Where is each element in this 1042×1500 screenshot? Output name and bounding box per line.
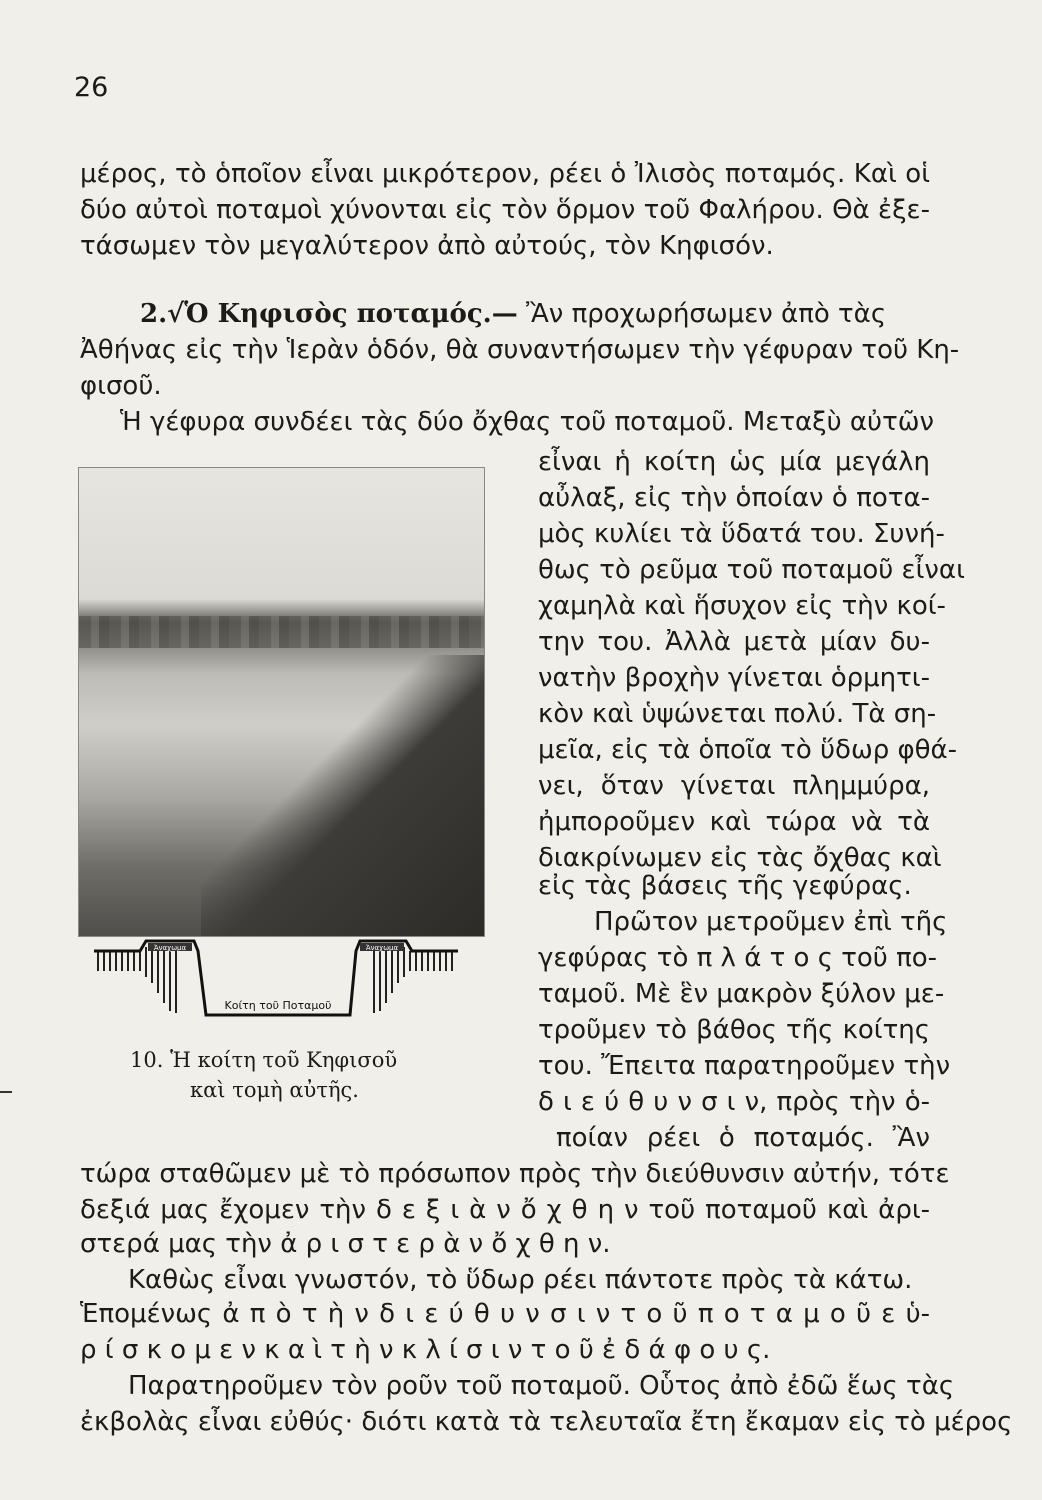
- text-line: αὖλαξ, εἰς τὴν ὁποίαν ὁ ποτα-: [538, 483, 930, 513]
- section-heading: 2.√Ὁ Κηφισὸς ποταμός.—: [140, 299, 518, 329]
- text-line: ἐκβολὰς εἶναι εὐθύς· διότι κατὰ τὰ τελευταῖα ἔτη ἔκαμαν εἰς τὸ μέρος: [80, 1407, 1013, 1437]
- figure-caption-line2: καὶ τομὴ αὐτῆς.: [190, 1078, 359, 1102]
- text-line: στερά μας τὴν ἀ ρ ι σ τ ε ρ ὰ ν ὄ χ θ η ν.: [80, 1229, 611, 1259]
- left-bank-label: Ἀναχωμα: [153, 944, 187, 952]
- text-line: κὸν καὶ ὑψώνεται πολύ. Τὰ ση-: [538, 699, 937, 729]
- text-line: εἰς τὰς βάσεις τῆς γεφύρας.: [538, 871, 912, 901]
- text-line: νει, ὅταν γίνεται πλημμύρα,: [538, 771, 930, 801]
- text-line: ἠμποροῦμεν καὶ τώρα νὰ τὰ: [538, 807, 930, 837]
- text-line: Ἑπομένως ἀ π ὸ τ ὴ ν δ ι ε ύ θ υ ν σ ι ν τ ο ῦ π ο τ α μ ο ῦ ε ὑ-: [80, 1299, 930, 1329]
- text-line: δεξιά μας ἔχομεν τὴν δ ε ξ ι ὰ ν ὄ χ θ η ν τοῦ ποταμοῦ καὶ ἀρι-: [80, 1195, 930, 1225]
- riverbed-label: Κοίτη τοῦ Ποταμοῦ: [224, 999, 332, 1012]
- text-line: ταμοῦ. Μὲ ἓν μακρὸν ξύλον με-: [538, 979, 945, 1009]
- text-line: χαμηλὰ καὶ ἥσυχον εἰς τὴν κοί-: [538, 591, 946, 621]
- text-line: ρ ί σ κ ο μ ε ν κ α ὶ τ ὴ ν κ λ ί σ ι ν τ ο ῦ ἐ δ ά φ ο υ ς.: [80, 1335, 771, 1365]
- riverbed-cross-section-diagram: [94, 937, 474, 1019]
- text-line: Ἀθήνας εἰς τὴν Ἱερὰν ὁδόν, θὰ συναντήσωμεν τὴν γέφυραν τοῦ Κη-: [80, 335, 960, 365]
- photo-trees: [79, 616, 484, 648]
- text-line: μὸς κυλίει τὰ ὕδατά του. Συνή-: [538, 519, 945, 549]
- text-line: τροῦμεν τὸ βάθος τῆς κοίτης: [538, 1015, 930, 1045]
- text-line: θως τὸ ρεῦμα τοῦ ποταμοῦ εἶναι: [538, 555, 965, 585]
- text-line: γεφύρας τὸ π λ ά τ ο ς τοῦ πο-: [538, 943, 938, 973]
- right-bank-label: Ἀναχωμα: [365, 944, 399, 952]
- text-line: τώρα σταθῶμεν μὲ τὸ πρόσωπον πρὸς τὴν διεύθυνσιν αὐτήν, τότε: [80, 1159, 950, 1189]
- text-line: νατὴν βροχὴν γίνεται ὁρμητι-: [538, 663, 930, 693]
- margin-mark: [0, 1091, 12, 1093]
- section-heading-rest: Ἂν προχωρήσωμεν ἀπὸ τὰς: [517, 299, 887, 329]
- river-photo: [78, 467, 485, 937]
- left-ground-hatch: [98, 947, 176, 1013]
- text-line: τάσωμεν τὸν μεγαλύτερον ἀπὸ αὐτούς, τὸν Κηφισόν.: [80, 231, 774, 261]
- figure: [78, 467, 483, 1035]
- right-ground-hatch: [374, 947, 452, 1013]
- text-line: Πρῶτον μετροῦμεν ἐπὶ τῆς: [594, 907, 948, 937]
- text-line: Παρατηροῦμεν τὸν ροῦν τοῦ ποταμοῦ. Οὗτος ἀπὸ ἐδῶ ἕως τὰς: [128, 1371, 955, 1401]
- text-line: διακρίνωμεν εἰς τὰς ὄχθας καὶ: [538, 843, 942, 873]
- text-line: του. Ἔπειτα παρατηροῦμεν τὴν: [538, 1051, 951, 1081]
- text-line: δ ι ε ύ θ υ ν σ ι ν, πρὸς τὴν ὁ-: [538, 1087, 930, 1117]
- text-line: Καθὼς εἶναι γνωστόν, τὸ ὕδωρ ρέει πάντοτε πρὸς τὰ κάτω.: [128, 1265, 913, 1295]
- section-heading-line: [140, 298, 930, 330]
- photo-riverbank: [201, 655, 485, 936]
- text-line: εἶναι ἡ κοίτη ὡς μία μεγάλη: [538, 447, 930, 477]
- page-number: 26: [74, 72, 109, 103]
- text-line: ποίαν ρέει ὁ ποταμός. Ἂν: [556, 1123, 930, 1153]
- text-line: μέρος, τὸ ὁποῖον εἶναι μικρότερον, ρέει ὁ Ἰλισὸς ποταμός. Καὶ οἱ: [80, 159, 930, 189]
- text-line: δύο αὐτοὶ ποταμοὶ χύνονται εἰς τὸν ὅρμον τοῦ Φαλήρου. Θὰ ἐξε-: [80, 195, 930, 225]
- text-line: την του. Ἀλλὰ μετὰ μίαν δυ-: [538, 627, 930, 657]
- text-line: μεῖα, εἰς τὰ ὁποῖα τὸ ὕδωρ φθά-: [538, 735, 958, 765]
- figure-caption-line1: 10. Ἡ κοίτη τοῦ Κηφισοῦ: [130, 1048, 398, 1072]
- text-line: φισοῦ.: [80, 371, 162, 401]
- text-line: Ἡ γέφυρα συνδέει τὰς δύο ὄχθας τοῦ ποταμοῦ. Μεταξὺ αὐτῶν: [120, 407, 935, 437]
